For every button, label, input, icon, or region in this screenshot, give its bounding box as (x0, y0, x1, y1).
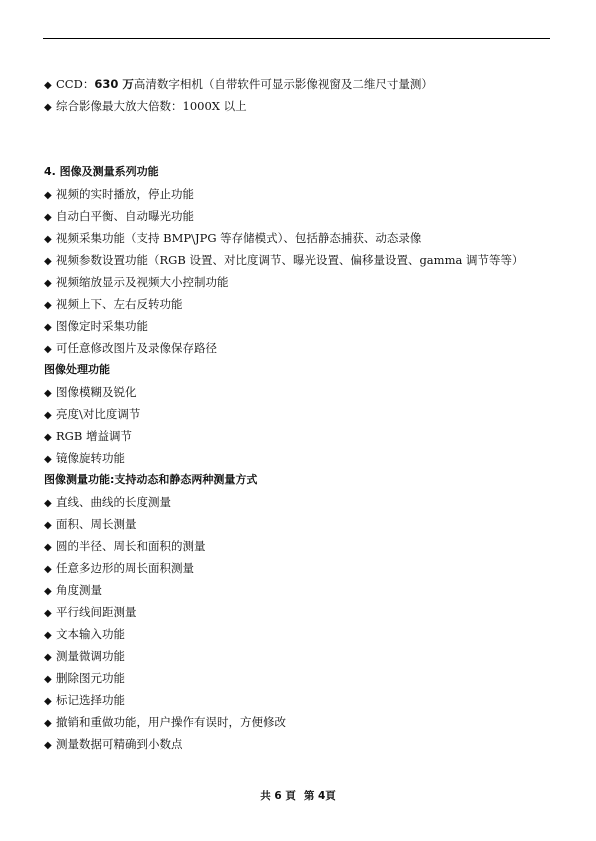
ccd-description: 高清数字相机（自带软件可显示影像视窗及二维尺寸量测） (133, 77, 433, 91)
list-item-text: 直线、曲线的长度测量 (56, 495, 171, 509)
ccd-label: CCD： (56, 77, 95, 91)
list-item-text: 亮度\对比度调节 (56, 407, 141, 421)
list-item (44, 249, 554, 271)
zoom-spec-text: 综合影像最大放大倍数：1000X 以上 (56, 99, 247, 113)
diamond-bullet-icon: ◆ (44, 388, 52, 399)
image-processing-title: 图像处理功能 (44, 363, 110, 376)
list-item (44, 601, 554, 623)
diamond-bullet-icon: ◆ (44, 256, 52, 267)
total-pages: 共 6 頁 (260, 790, 296, 802)
diamond-bullet-icon: ◆ (44, 674, 52, 685)
list-item (44, 183, 554, 205)
list-item (44, 557, 554, 579)
diamond-bullet-icon: ◆ (44, 322, 52, 333)
diamond-bullet-icon: ◆ (44, 454, 52, 465)
list-item-text: 面积、周长测量 (56, 517, 137, 531)
list-item-text: 标记选择功能 (56, 693, 125, 707)
list-item (44, 403, 554, 425)
diamond-bullet-icon: ◆ (44, 652, 52, 663)
list-item-text: 平行线间距测量 (56, 605, 137, 619)
list-item (44, 447, 554, 469)
list-item (44, 711, 554, 733)
ccd-spec-line (44, 73, 554, 95)
list-item-text: 可任意修改图片及录像保存路径 (56, 341, 217, 355)
list-item (44, 535, 554, 557)
diamond-bullet-icon: ◆ (44, 498, 52, 509)
diamond-bullet-icon: ◆ (44, 212, 52, 223)
diamond-bullet-icon: ◆ (44, 740, 52, 751)
list-item-text: 文本输入功能 (56, 627, 125, 641)
list-item-text: 测量数据可精确到小数点 (56, 737, 183, 751)
list-item (44, 491, 554, 513)
zoom-spec-line (44, 95, 554, 117)
ccd-value: 630 万 (94, 77, 134, 91)
list-item-text: RGB 增益调节 (56, 429, 132, 443)
diamond-bullet-icon: ◆ (44, 696, 52, 707)
diamond-bullet-icon: ◆ (44, 410, 52, 421)
document-body (44, 73, 554, 755)
diamond-bullet-icon: ◆ (44, 630, 52, 641)
list-item (44, 337, 554, 359)
diamond-bullet-icon: ◆ (44, 432, 52, 443)
header-rule (43, 38, 550, 39)
diamond-bullet-icon: ◆ (44, 564, 52, 575)
image-processing-list (44, 381, 554, 469)
list-item-text: 角度测量 (56, 583, 102, 597)
list-item-text: 撤销和重做功能，用户操作有误时，方便修改 (56, 715, 286, 729)
diamond-bullet-icon: ◆ (44, 520, 52, 531)
diamond-bullet-icon: ◆ (44, 278, 52, 289)
list-item (44, 733, 554, 755)
diamond-bullet-icon: ◆ (44, 102, 52, 113)
diamond-bullet-icon: ◆ (44, 542, 52, 553)
section-4-list (44, 183, 554, 359)
diamond-bullet-icon: ◆ (44, 234, 52, 245)
list-item-text: 圆的半径、周长和面积的测量 (56, 539, 206, 553)
list-item (44, 689, 554, 711)
diamond-bullet-icon: ◆ (44, 608, 52, 619)
list-item-text: 视频缩放显示及视频大小控制功能 (56, 275, 229, 289)
list-item (44, 271, 554, 293)
list-item-text: 视频参数设置功能（RGB 设置、对比度调节、曝光设置、偏移量设置、gamma 调节等等） (56, 253, 524, 267)
diamond-bullet-icon: ◆ (44, 718, 52, 729)
page-footer (0, 788, 596, 803)
list-item-text: 测量微调功能 (56, 649, 125, 663)
list-item-text: 视频的实时播放，停止功能 (56, 187, 194, 201)
measurement-list (44, 491, 554, 755)
list-item (44, 315, 554, 337)
current-page: 第 4頁 (303, 790, 336, 802)
list-item (44, 381, 554, 403)
list-item-text: 镜像旋转功能 (56, 451, 125, 465)
list-item (44, 293, 554, 315)
list-item-text: 视频上下、左右反转功能 (56, 297, 183, 311)
list-item-text: 自动白平衡、自动曝光功能 (56, 209, 194, 223)
list-item-text: 视频采集功能（支持 BMP\JPG 等存储模式）、包括静态捕获、动态录像 (56, 231, 422, 245)
diamond-bullet-icon: ◆ (44, 80, 52, 91)
section-4-title: 4. 图像及测量系列功能 (44, 165, 159, 178)
list-item (44, 227, 554, 249)
list-item (44, 513, 554, 535)
list-item-text: 图像定时采集功能 (56, 319, 148, 333)
list-item (44, 623, 554, 645)
diamond-bullet-icon: ◆ (44, 344, 52, 355)
list-item-text: 任意多边形的周长面积测量 (56, 561, 194, 575)
list-item-text: 图像模糊及锐化 (56, 385, 137, 399)
list-item (44, 205, 554, 227)
diamond-bullet-icon: ◆ (44, 190, 52, 201)
list-item-text: 删除图元功能 (56, 671, 125, 685)
list-item (44, 645, 554, 667)
list-item (44, 579, 554, 601)
section-spacer (44, 117, 554, 161)
list-item (44, 425, 554, 447)
list-item (44, 667, 554, 689)
diamond-bullet-icon: ◆ (44, 300, 52, 311)
measurement-title: 图像测量功能:支持动态和静态两种测量方式 (44, 473, 258, 486)
diamond-bullet-icon: ◆ (44, 586, 52, 597)
